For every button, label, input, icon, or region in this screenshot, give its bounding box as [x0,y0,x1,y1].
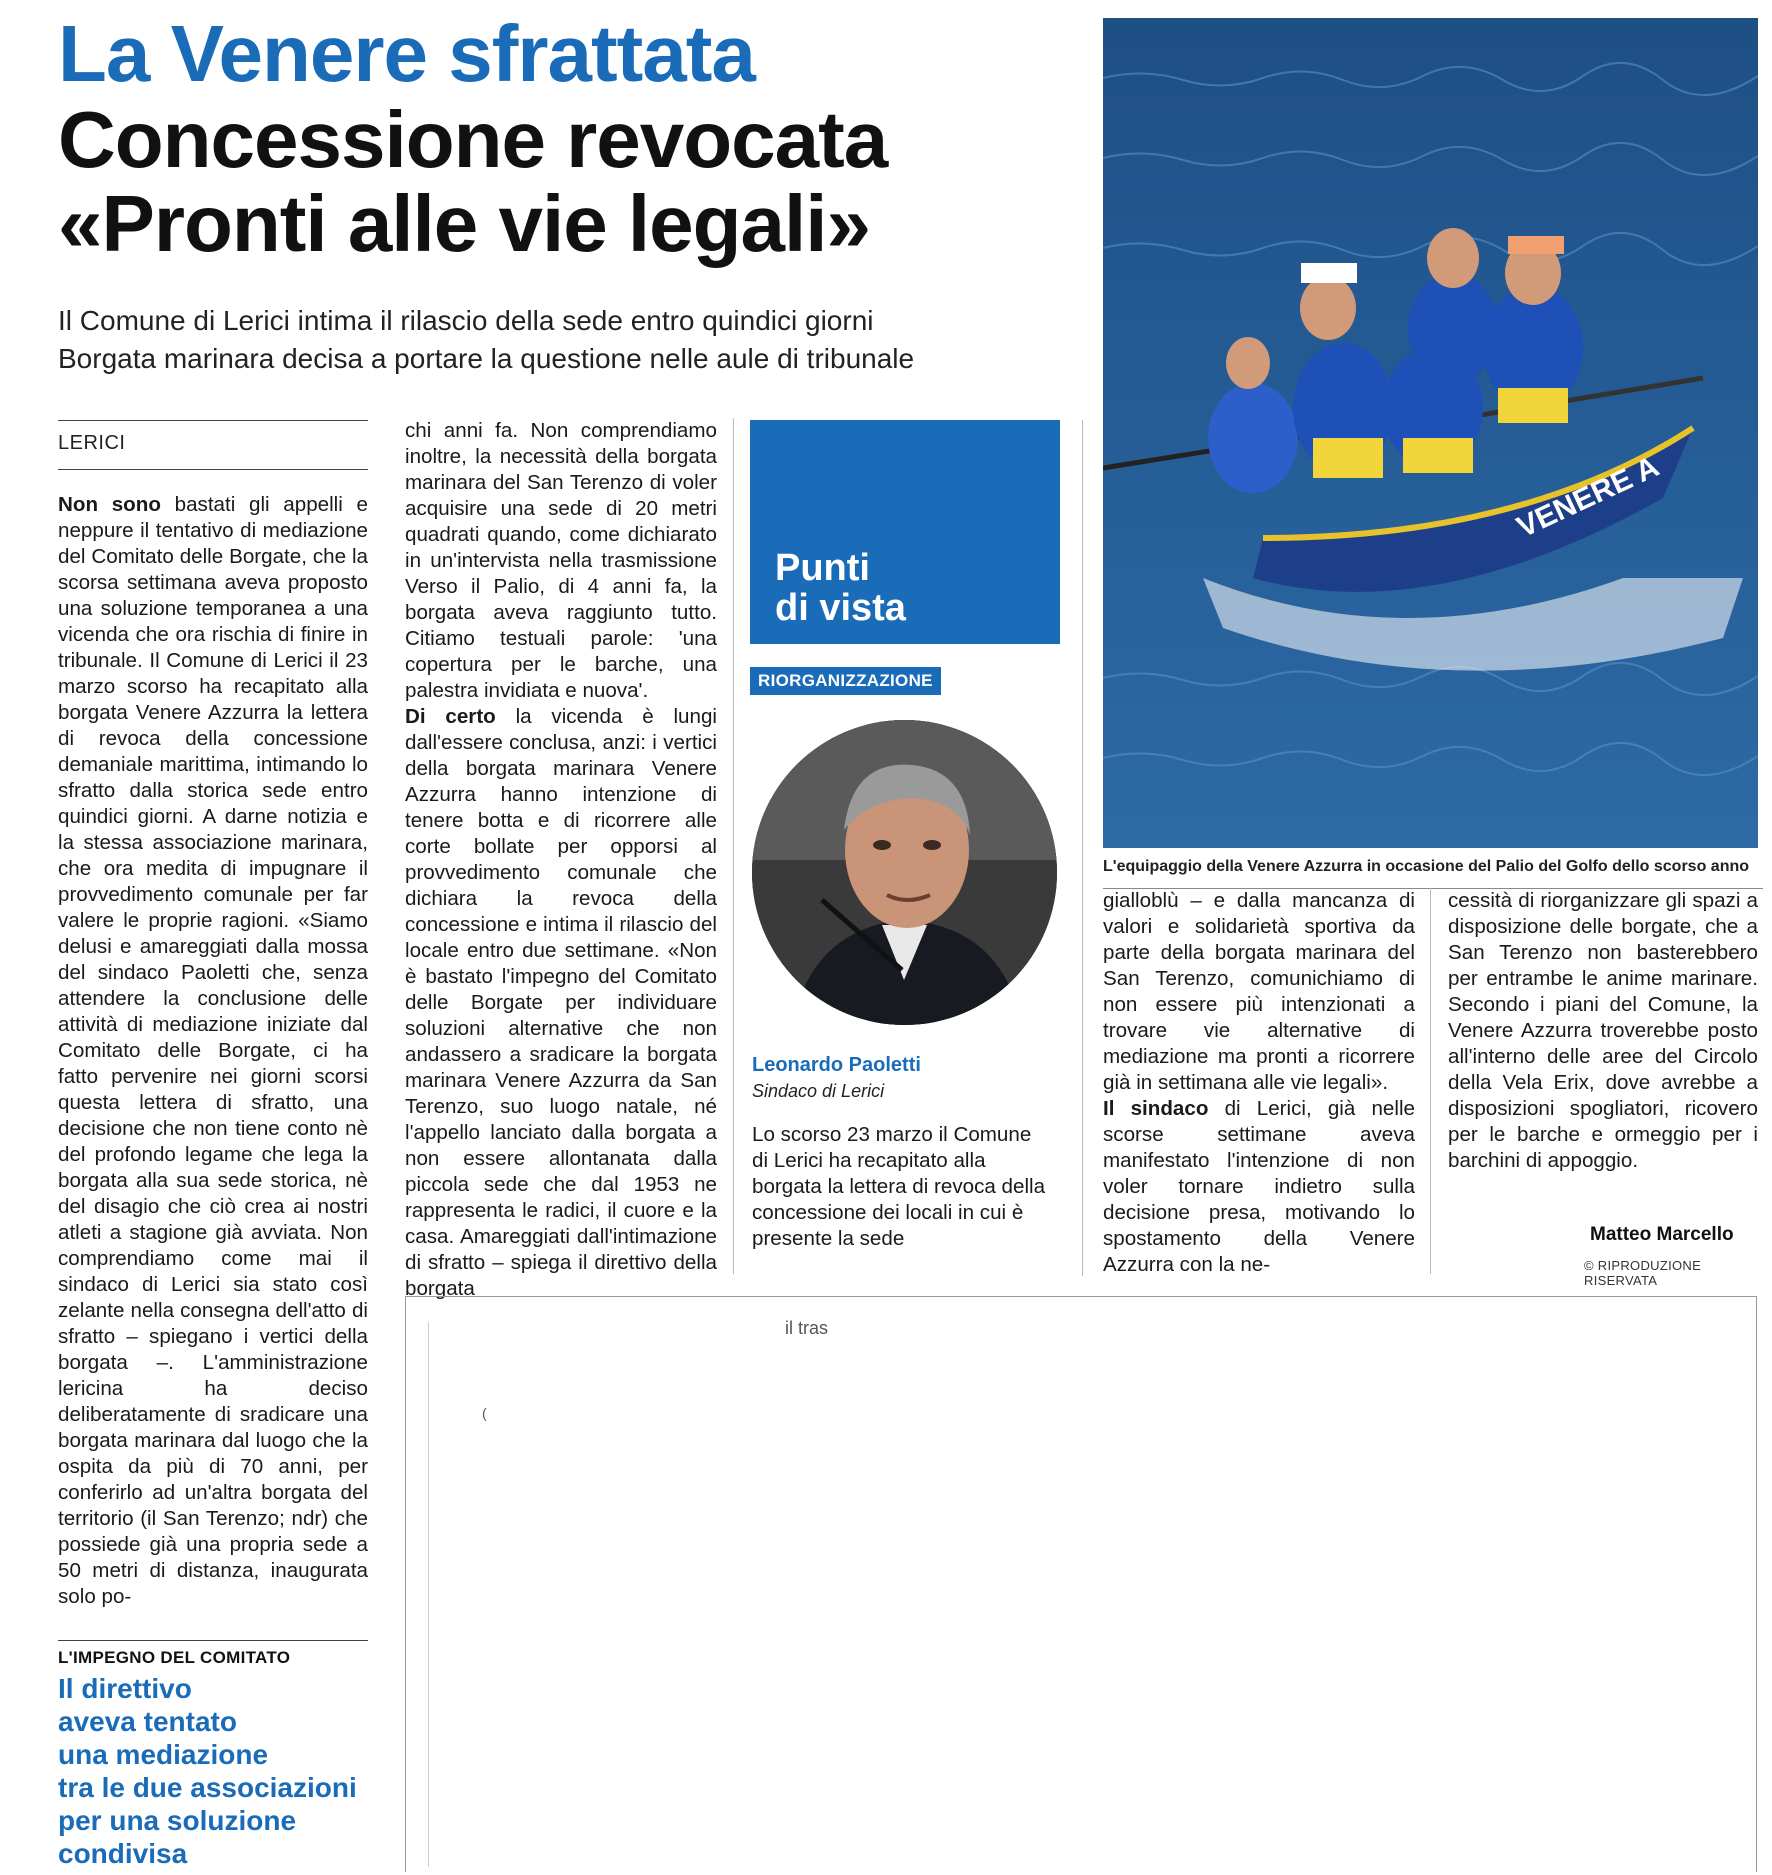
lead-in-2: Di certo [405,705,496,728]
person-name: Leonardo Paoletti [752,1054,921,1076]
article-column-4: cessità di riorganizzare gli spazi a disposizione delle borgate, che a San Terenzo non basterebbero per entrambe le anime marinare. Secondo i piani del Comune, la Venere Azzurra troverebbe posto all'interno delle aree del Circolo della Vela Erix, dove avrebbe a disposizioni spogliatori, ricovero per le barche e ormeggio per i barchini di appoggio. [1448,889,1758,1172]
subtitle-line-1: Il Comune di Lerici intima il rilascio della sede entro quindici giorni [58,305,874,336]
text-speck: ( [482,1405,487,1421]
lead-in-3: Il sindaco [1103,1097,1209,1120]
pull-quote-line: per una soluzione [58,1805,297,1836]
pull-quote-line: tra le due associazioni [58,1772,357,1803]
person-role: Sindaco di Lerici [752,1081,885,1101]
kicker: La Venere sfrattata [58,9,755,98]
subtitle [58,302,914,378]
punti-di-vista-text: Lo scorso 23 marzo il Comune di Lerici ha recapitato alla borgata la lettera di revoca della concessione dei locali in cui è presente la sede [752,1123,1046,1250]
article-column-1 [58,492,368,1610]
punti-di-vista-title [775,548,906,628]
photo-caption: L'equipaggio della Venere Azzurra in occasione del Palio del Golfo dello scorso anno [1103,858,1750,875]
column-divider [733,418,734,1274]
pdv-title-line-1: Punti [775,547,870,589]
pull-quote [58,1672,357,1870]
portrait-photo [752,720,1057,1025]
subtitle-line-2: Borgata marinara decisa a portare la questione nelle aule di tribunale [58,343,915,374]
headline-line-2: «Pronti alle vie legali» [58,179,870,268]
dateline-top-rule [58,420,368,421]
headline-line-1: Concessione revocata [58,95,888,184]
pdv-title-line-2: di vista [775,587,906,629]
pull-quote-line: una mediazione [58,1739,269,1770]
pull-quote-line: Il direttivo [58,1673,192,1704]
article-column-3 [1103,888,1415,1278]
lead-in-1: Non sono [58,493,161,516]
headline-title [58,95,888,268]
column-divider [1430,888,1431,1274]
section-label: L'IMPEGNO DEL COMITATO [58,1648,291,1667]
topic-badge: RIORGANIZZAZIONE [750,667,941,695]
byline: Matteo Marcello [1590,1224,1734,1245]
boat-lettering: VENERE A [1512,450,1664,545]
dateline-bottom-rule [58,469,368,470]
dateline: LERICI [58,432,126,454]
rowing-photo [1103,18,1758,848]
column-2-text-a: chi anni fa. Non comprendiamo inoltre, la necessità della borgata marinara del San Terenzo di voler acquisire una sede di 20 metri quadrati quando, come dichiarato in un'intervista nella trasmissione Verso il Palio, di 4 anni fa, la borgata aveva raggiunto tutto. Citiamo testuali parole: 'una copertura per le barche, una palestra invidiata e nuova'. [405,419,717,702]
portrait-illustration [752,720,1057,1025]
lower-frame-inner [428,1322,1755,1867]
article-column-2 [405,418,717,1302]
sidebar-rule [58,1640,368,1641]
column-divider [1082,420,1083,1276]
column-2-text-b: la vicenda è lungi dall'essere conclusa, anzi: i vertici della borgata marinara Venere Azzurra hanno intenzione di tenere botta e di ricorrere alle corte bollate per opporsi al provvedimento comunale che dichiara la revoca della concessione e intima il rilascio del locale entro due settimane. «Non è bastato l'impegno del Comitato delle Borgate per individuare soluzioni alternative che non andassero a sradicare la borgata marinara Venere Azzurra da San Terenzo, suo luogo natale, né l'appello lanciato dalla borgata a non essere allontanata dalla piccola sede che dal 1953 ne rappresenta le radici, il cuore e la casa. Amareggiati dall'intimazione di sfratto – spiega il direttivo della borgata [405,705,717,1300]
pull-quote-line: condivisa [58,1838,188,1869]
text-fragment: il tras [785,1318,829,1338]
column-3-text-b: di Lerici, già nelle scorse settimane aveva manifestato l'intenzione di non voler tornare indietro sulla decisione presa, motivando lo spostamento della Venere Azzurra con la ne- [1103,1097,1415,1276]
copyright: © RIPRODUZIONE RISERVATA [1584,1258,1702,1288]
pull-quote-line: aveva tentato [58,1706,237,1737]
rowing-illustration [1103,18,1758,848]
column-3-text-a: gialloblù – e dalla mancanza di valori e solidarietà sportiva da parte della borgata marinara del San Terenzo, comunichiamo di non essere più intenzionati a trovare vie alternative di mediazione ma pronti a ricorrere già in settimana alle vie legali». [1103,889,1415,1094]
column-1-text: bastati gli appelli e neppure il tentativo di mediazione del Comitato delle Borgate, che la scorsa settimana aveva proposto una soluzione temporanea a una vicenda che ora rischia di finire in tribunale. Il Comune di Lerici il 23 marzo scorso ha recapitato alla borgata Venere Azzurra la lettera di revoca della concessione demaniale marittima, intimando lo sfratto dalla storica sede entro quindici giorni. A darne notizia e la stessa associazione marinara, che ora medita di impugnare il provvedimento comunale per far valere le proprie ragioni. «Siamo delusi e amareggiati dalla mossa del sindaco Paoletti che, senza attendere la conclusione delle attività di mediazione iniziate dal Comitato delle Borgate, ci ha fatto pervenire nei giorni scorsi questa lettera di sfratto, una decisione che non tiene conto nè del profondo legame che lega la borgata alla sua sede storica, nè del disagio che ciò crea ai nostri atleti a stagione già avviata. Non comprendiamo come mai il sindaco di Lerici sia stato così zelante nella consegna dell'atto di sfratto – spiegano i vertici della borgata –. L'amministrazione lericina ha deciso deliberatamente di sradicare una borgata marinara dal luogo che la ospita da più di 70 anni, per conferirlo ad un'altra borgata del territorio (il San Terenzo; ndr) che possiede già una propria sede a 50 metri di distanza, inaugurata solo po- [58,493,368,1608]
